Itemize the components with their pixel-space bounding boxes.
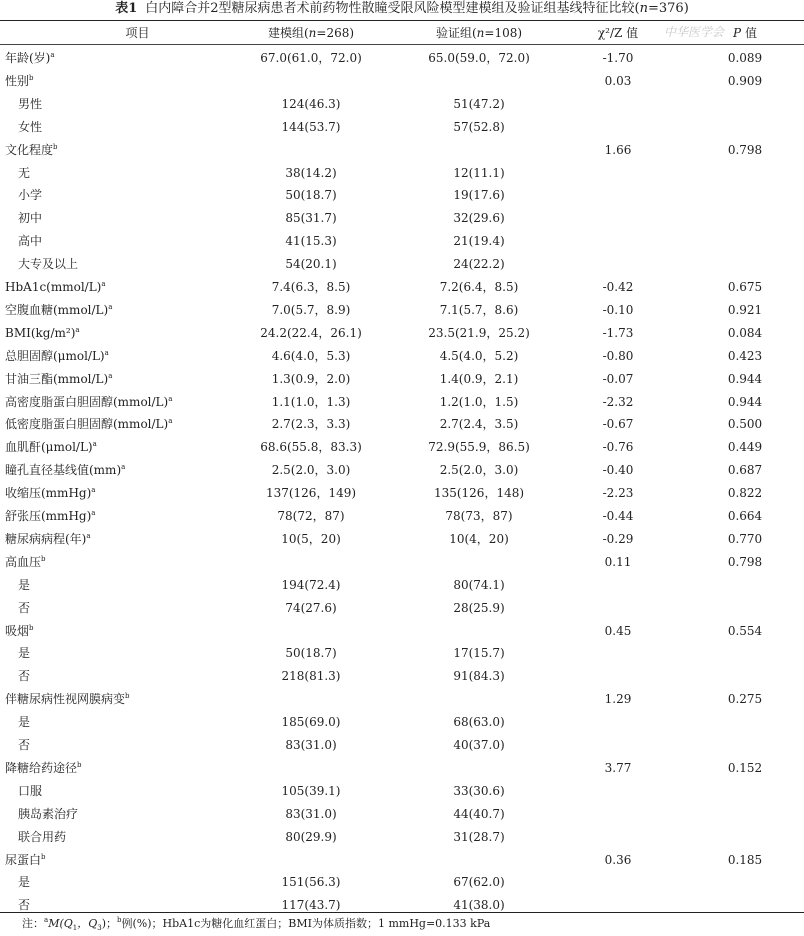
row-build-value: 80(29.9) — [285, 829, 337, 844]
row-footnote-mark: b — [77, 760, 82, 769]
row-item-label: 大专及以上 — [18, 257, 79, 272]
row-stat-value: -0.10 — [602, 302, 634, 317]
row-build-value: 7.0(5.7，8.9) — [271, 302, 351, 317]
row-build-value: 185(69.0) — [281, 715, 341, 730]
row-valid-value: 2.7(2.4，3.5) — [439, 417, 519, 432]
row-stat-value: 3.77 — [604, 760, 632, 775]
row-valid-value: 2.5(2.0，3.0) — [439, 463, 519, 478]
row-item-label: 伴糖尿病性视网膜病变$^b$ — [5, 692, 130, 707]
row-item-label: 降糖给药途径$^b$ — [5, 760, 82, 775]
row-build-value: 74(27.6) — [285, 600, 337, 615]
table-row — [0, 253, 804, 276]
table-row — [0, 574, 804, 597]
row-footnote-mark: b — [53, 142, 58, 151]
top-rule — [0, 20, 804, 21]
row-footnote-mark: a — [50, 51, 55, 59]
row-item-label: 初中 — [18, 211, 43, 226]
row-build-value: 78(72，87) — [277, 509, 345, 523]
row-item-label: 高密度脂蛋白胆固醇(mmol/L)$^a$ — [5, 394, 173, 409]
note-rest: 例(%)；HbA1c为糖化血红蛋白；BMI为体质指数；1 mmHg=0.133 kPa — [121, 917, 491, 930]
header-stat — [582, 23, 654, 43]
row-item-label: 总胆固醇$(\mu mol/L)^a$ — [5, 348, 109, 363]
table-row — [0, 642, 804, 665]
row-valid-value: 24(22.2) — [453, 257, 505, 272]
row-item-label: 年龄(岁)$^a$ — [5, 51, 55, 65]
row-valid-value: 10(4，20) — [449, 531, 509, 546]
header-build-pre: 建模组( — [267, 26, 309, 40]
row-valid-value: 57(52.8) — [453, 119, 505, 134]
row-p-value: 0.687 — [727, 463, 763, 478]
row-stat-value: -0.67 — [602, 417, 634, 432]
row-valid-value: 72.9(55.9，86.5) — [428, 440, 530, 455]
row-valid-value: 7.1(5.7，8.6) — [439, 302, 519, 317]
row-item-label: 联合用药 — [18, 829, 67, 844]
note-sup-a: a — [44, 916, 49, 924]
row-stat-value: -2.32 — [602, 394, 634, 409]
header-valid-post: =108) — [484, 26, 523, 40]
row-p-value: 0.664 — [727, 509, 763, 523]
row-p-value: 0.275 — [727, 692, 763, 707]
row-valid-value: 41(38.0) — [453, 898, 505, 913]
row-stat-value: -0.07 — [602, 371, 634, 386]
row-valid-value: 31(28.7) — [453, 829, 505, 844]
row-item-label: 尿蛋白$^b$ — [5, 852, 46, 867]
row-footnote-mark: a — [75, 325, 80, 334]
row-build-value: 2.5(2.0，3.0) — [271, 463, 351, 478]
header-stat-label: χ²/Z 值 — [597, 26, 639, 40]
row-p-value: 0.921 — [727, 302, 763, 317]
row-build-value: 1.1(1.0，1.3) — [271, 394, 351, 409]
note-close: )； — [101, 917, 118, 930]
row-valid-value: 4.5(4.0，5.2) — [439, 348, 519, 363]
row-valid-value: 40(37.0) — [453, 738, 505, 752]
row-footnote-mark: a — [168, 394, 173, 403]
row-item-label: 糖尿病病程(年)$^a$ — [5, 531, 91, 546]
table-row — [0, 665, 804, 688]
table-row — [0, 849, 804, 872]
row-build-value: 117(43.7) — [281, 898, 341, 913]
row-item-label: 否 — [18, 669, 31, 684]
row-item-label: 低密度脂蛋白胆固醇(mmol/L)$^a$ — [5, 417, 173, 432]
table-row — [0, 162, 804, 185]
row-valid-value: 68(63.0) — [453, 715, 505, 730]
row-footnote-mark: b — [125, 692, 130, 701]
header-p-var: P — [733, 26, 742, 40]
table-row — [0, 597, 804, 620]
row-footnote-mark: a — [108, 371, 113, 380]
row-valid-value: 33(30.6) — [453, 783, 505, 798]
table-row — [0, 276, 804, 299]
row-valid-value: 78(73，87) — [445, 509, 513, 523]
table-row — [0, 505, 804, 528]
table-row — [0, 70, 804, 93]
row-stat-value: 1.66 — [604, 142, 632, 157]
row-valid-value: 7.2(6.4，8.5) — [439, 280, 519, 294]
row-build-value: 144(53.7) — [281, 119, 341, 134]
row-item-label: 是 — [18, 577, 31, 592]
row-valid-value: 19(17.6) — [453, 188, 505, 203]
row-footnote-mark: a — [104, 348, 109, 357]
row-p-value: 0.770 — [727, 531, 763, 546]
row-build-value: 68.6(55.8，83.3) — [260, 440, 362, 455]
row-build-value: 50(18.7) — [285, 646, 337, 661]
row-valid-value: 32(29.6) — [453, 211, 505, 226]
row-valid-value: 135(126，148) — [433, 486, 525, 501]
row-item-label: HbA1c(mmol/L)$^a$ — [5, 280, 106, 294]
row-valid-value: 51(47.2) — [453, 96, 505, 111]
table-row — [0, 780, 804, 803]
table-row — [0, 230, 804, 253]
note-sup-b: b — [117, 916, 122, 924]
row-p-value: 0.675 — [727, 280, 763, 294]
row-build-value: 151(56.3) — [281, 875, 341, 890]
row-p-value: 0.449 — [727, 440, 763, 455]
header-item — [5, 23, 270, 43]
row-stat-value: -1.73 — [602, 325, 634, 340]
row-footnote-mark: a — [101, 280, 106, 288]
row-p-value: 0.084 — [727, 325, 763, 340]
row-valid-value: 28(25.9) — [453, 600, 505, 615]
row-valid-value: 12(11.1) — [453, 165, 505, 180]
row-item-label: 性别$^b$ — [5, 73, 34, 88]
row-footnote-mark: b — [29, 73, 34, 82]
row-build-value: 54(20.1) — [285, 257, 337, 272]
row-valid-value: 80(74.1) — [453, 577, 505, 592]
note-q3: 3 — [97, 924, 102, 933]
row-build-value: 24.2(22.4，26.1) — [260, 325, 362, 340]
row-p-value: 0.089 — [727, 51, 763, 65]
row-item-label: 高中 — [18, 234, 43, 249]
table-row — [0, 413, 804, 436]
row-valid-value: 21(19.4) — [453, 234, 505, 249]
row-build-value: 67.0(61.0，72.0) — [260, 51, 362, 65]
header-valid-group — [404, 23, 554, 43]
row-footnote-mark: b — [29, 623, 34, 632]
table-row — [0, 368, 804, 391]
row-p-value: 0.185 — [727, 852, 763, 867]
row-p-value: 0.500 — [727, 417, 763, 432]
row-stat-value: -2.23 — [602, 486, 634, 501]
row-stat-value: 0.03 — [604, 73, 632, 88]
row-build-value: 38(14.2) — [285, 165, 337, 180]
table-row — [0, 391, 804, 414]
row-build-value: 7.4(6.3，8.5) — [271, 280, 351, 294]
row-build-value: 2.7(2.3，3.3) — [271, 417, 351, 432]
row-build-value: 105(39.1) — [281, 783, 341, 798]
row-build-value: 41(15.3) — [285, 234, 337, 249]
row-footnote-mark: b — [41, 852, 46, 861]
table-row — [0, 620, 804, 643]
row-stat-value: 0.36 — [604, 852, 632, 867]
table-row — [0, 757, 804, 780]
row-p-value: 0.944 — [727, 371, 763, 386]
table-row — [0, 322, 804, 345]
row-build-value: 83(31.0) — [285, 806, 337, 821]
note-m: M(Q — [48, 917, 73, 930]
row-p-value: 0.909 — [727, 73, 763, 88]
row-stat-value: -0.40 — [602, 463, 634, 478]
row-build-value: 85(31.7) — [285, 211, 337, 226]
row-item-label: 否 — [18, 600, 31, 615]
table-row — [0, 436, 804, 459]
table-row — [0, 139, 804, 162]
table-label: 表1 — [115, 1, 138, 16]
table-row — [0, 711, 804, 734]
row-valid-value: 67(62.0) — [453, 875, 505, 890]
table-row — [0, 345, 804, 368]
row-stat-value: -0.29 — [602, 531, 634, 546]
row-p-value: 0.554 — [727, 623, 763, 638]
table-row — [0, 207, 804, 230]
row-item-label: 舒张压(mmHg)$^a$ — [5, 509, 96, 523]
row-item-label: 否 — [18, 738, 31, 752]
row-item-label: 是 — [18, 646, 31, 661]
row-footnote-mark: b — [41, 554, 46, 563]
header-valid-pre: 验证组( — [435, 26, 477, 40]
row-valid-value: 17(15.7) — [453, 646, 505, 661]
header-valid-n: n — [476, 26, 485, 40]
row-item-label: 否 — [18, 898, 31, 913]
header-p — [705, 23, 785, 43]
table-title-n: n — [639, 1, 648, 16]
row-item-label: 小学 — [18, 188, 43, 203]
row-stat-value: -0.80 — [602, 348, 634, 363]
row-item-label: 口服 — [18, 783, 43, 798]
row-valid-value: 91(84.3) — [453, 669, 505, 684]
table-row — [0, 551, 804, 574]
row-footnote-mark: a — [91, 509, 96, 517]
row-item-label: 吸烟$^b$ — [5, 623, 34, 638]
table-row — [0, 826, 804, 849]
header-p-post: 值 — [741, 26, 757, 40]
row-stat-value: -0.76 — [602, 440, 634, 455]
row-footnote-mark: a — [86, 531, 91, 540]
row-build-value: 137(126，149) — [265, 486, 357, 501]
row-build-value: 10(5，20) — [281, 531, 341, 546]
watermark-stamp: 中华医学会 — [664, 25, 725, 39]
row-item-label: 是 — [18, 715, 31, 730]
table-row — [0, 47, 804, 70]
row-build-value: 218(81.3) — [281, 669, 341, 684]
row-build-value: 50(18.7) — [285, 188, 337, 203]
row-p-value: 0.798 — [727, 554, 763, 569]
table-row — [0, 459, 804, 482]
note-q1: 1 — [72, 924, 78, 933]
row-p-value: 0.152 — [727, 760, 763, 775]
row-stat-value: 1.29 — [604, 692, 632, 707]
table-row — [0, 116, 804, 139]
table-row — [0, 871, 804, 894]
row-item-label: 无 — [18, 165, 31, 180]
row-valid-value: 65.0(59.0，72.0) — [428, 51, 530, 65]
row-stat-value: -0.44 — [602, 509, 634, 523]
row-item-label: 胰岛素治疗 — [18, 806, 79, 821]
header-build-n: n — [308, 26, 317, 40]
row-footnote-mark: a — [92, 440, 97, 449]
row-item-label: $BMI(kg/m^2)^a$ — [5, 325, 80, 340]
row-item-label: 文化程度$^b$ — [5, 142, 58, 157]
table-title-n-value: =376) — [647, 1, 689, 16]
row-item-label: 女性 — [18, 119, 43, 134]
table-row — [0, 93, 804, 116]
bottom-rule — [0, 912, 804, 913]
header-item-label: 项目 — [125, 26, 150, 40]
row-item-label: 血肌酐$(\mu mol/L)^a$ — [5, 440, 97, 455]
note-prefix: 注： — [22, 917, 44, 930]
row-valid-value: 44(40.7) — [453, 806, 505, 821]
table-row — [0, 184, 804, 207]
header-build-group — [238, 23, 384, 43]
row-p-value: 0.798 — [727, 142, 763, 157]
row-stat-value: -1.70 — [602, 51, 634, 65]
table-caption — [0, 0, 804, 18]
row-item-label: 瞳孔直径基线值(mm)$^a$ — [5, 463, 126, 478]
row-footnote-mark: a — [108, 302, 113, 311]
table-note — [22, 916, 490, 936]
table-row — [0, 299, 804, 322]
row-p-value: 0.822 — [727, 486, 763, 501]
row-p-value: 0.423 — [727, 348, 763, 363]
row-stat-value: -0.42 — [602, 280, 634, 294]
row-item-label: 是 — [18, 875, 31, 890]
row-build-value: 4.6(4.0，5.3) — [271, 348, 351, 363]
row-footnote-mark: a — [121, 463, 126, 472]
table-row — [0, 528, 804, 551]
row-footnote-mark: a — [168, 417, 173, 426]
row-valid-value: 23.5(21.9，25.2) — [428, 325, 530, 340]
note-comma-q: ，Q — [77, 917, 98, 930]
row-p-value: 0.944 — [727, 394, 763, 409]
row-valid-value: 1.4(0.9，2.1) — [439, 371, 519, 386]
row-stat-value: 0.11 — [604, 554, 632, 569]
row-item-label: 空腹血糖(mmol/L)$^a$ — [5, 302, 113, 317]
row-build-value: 83(31.0) — [285, 738, 337, 752]
row-build-value: 194(72.4) — [281, 577, 341, 592]
header-build-post: =268) — [316, 26, 355, 40]
row-item-label: 甘油三酯(mmol/L)$^a$ — [5, 371, 113, 386]
row-stat-value: 0.45 — [604, 623, 632, 638]
row-valid-value: 1.2(1.0，1.5) — [439, 394, 519, 409]
row-footnote-mark: a — [91, 486, 96, 495]
table-title: 白内障合并2型糖尿病患者术前药物性散瞳受限风险模型建模组及验证组基线特征比较( — [145, 1, 640, 16]
row-item-label: 收缩压(mmHg)$^a$ — [5, 486, 96, 501]
row-build-value: 124(46.3) — [281, 96, 341, 111]
table-row — [0, 482, 804, 505]
header-rule — [0, 44, 804, 45]
table-row — [0, 803, 804, 826]
row-item-label: 高血压$^b$ — [5, 554, 46, 569]
table-row — [0, 734, 804, 757]
row-build-value: 1.3(0.9，2.0) — [271, 371, 351, 386]
table-row — [0, 688, 804, 711]
row-item-label: 男性 — [18, 96, 43, 111]
table-row — [0, 894, 804, 917]
